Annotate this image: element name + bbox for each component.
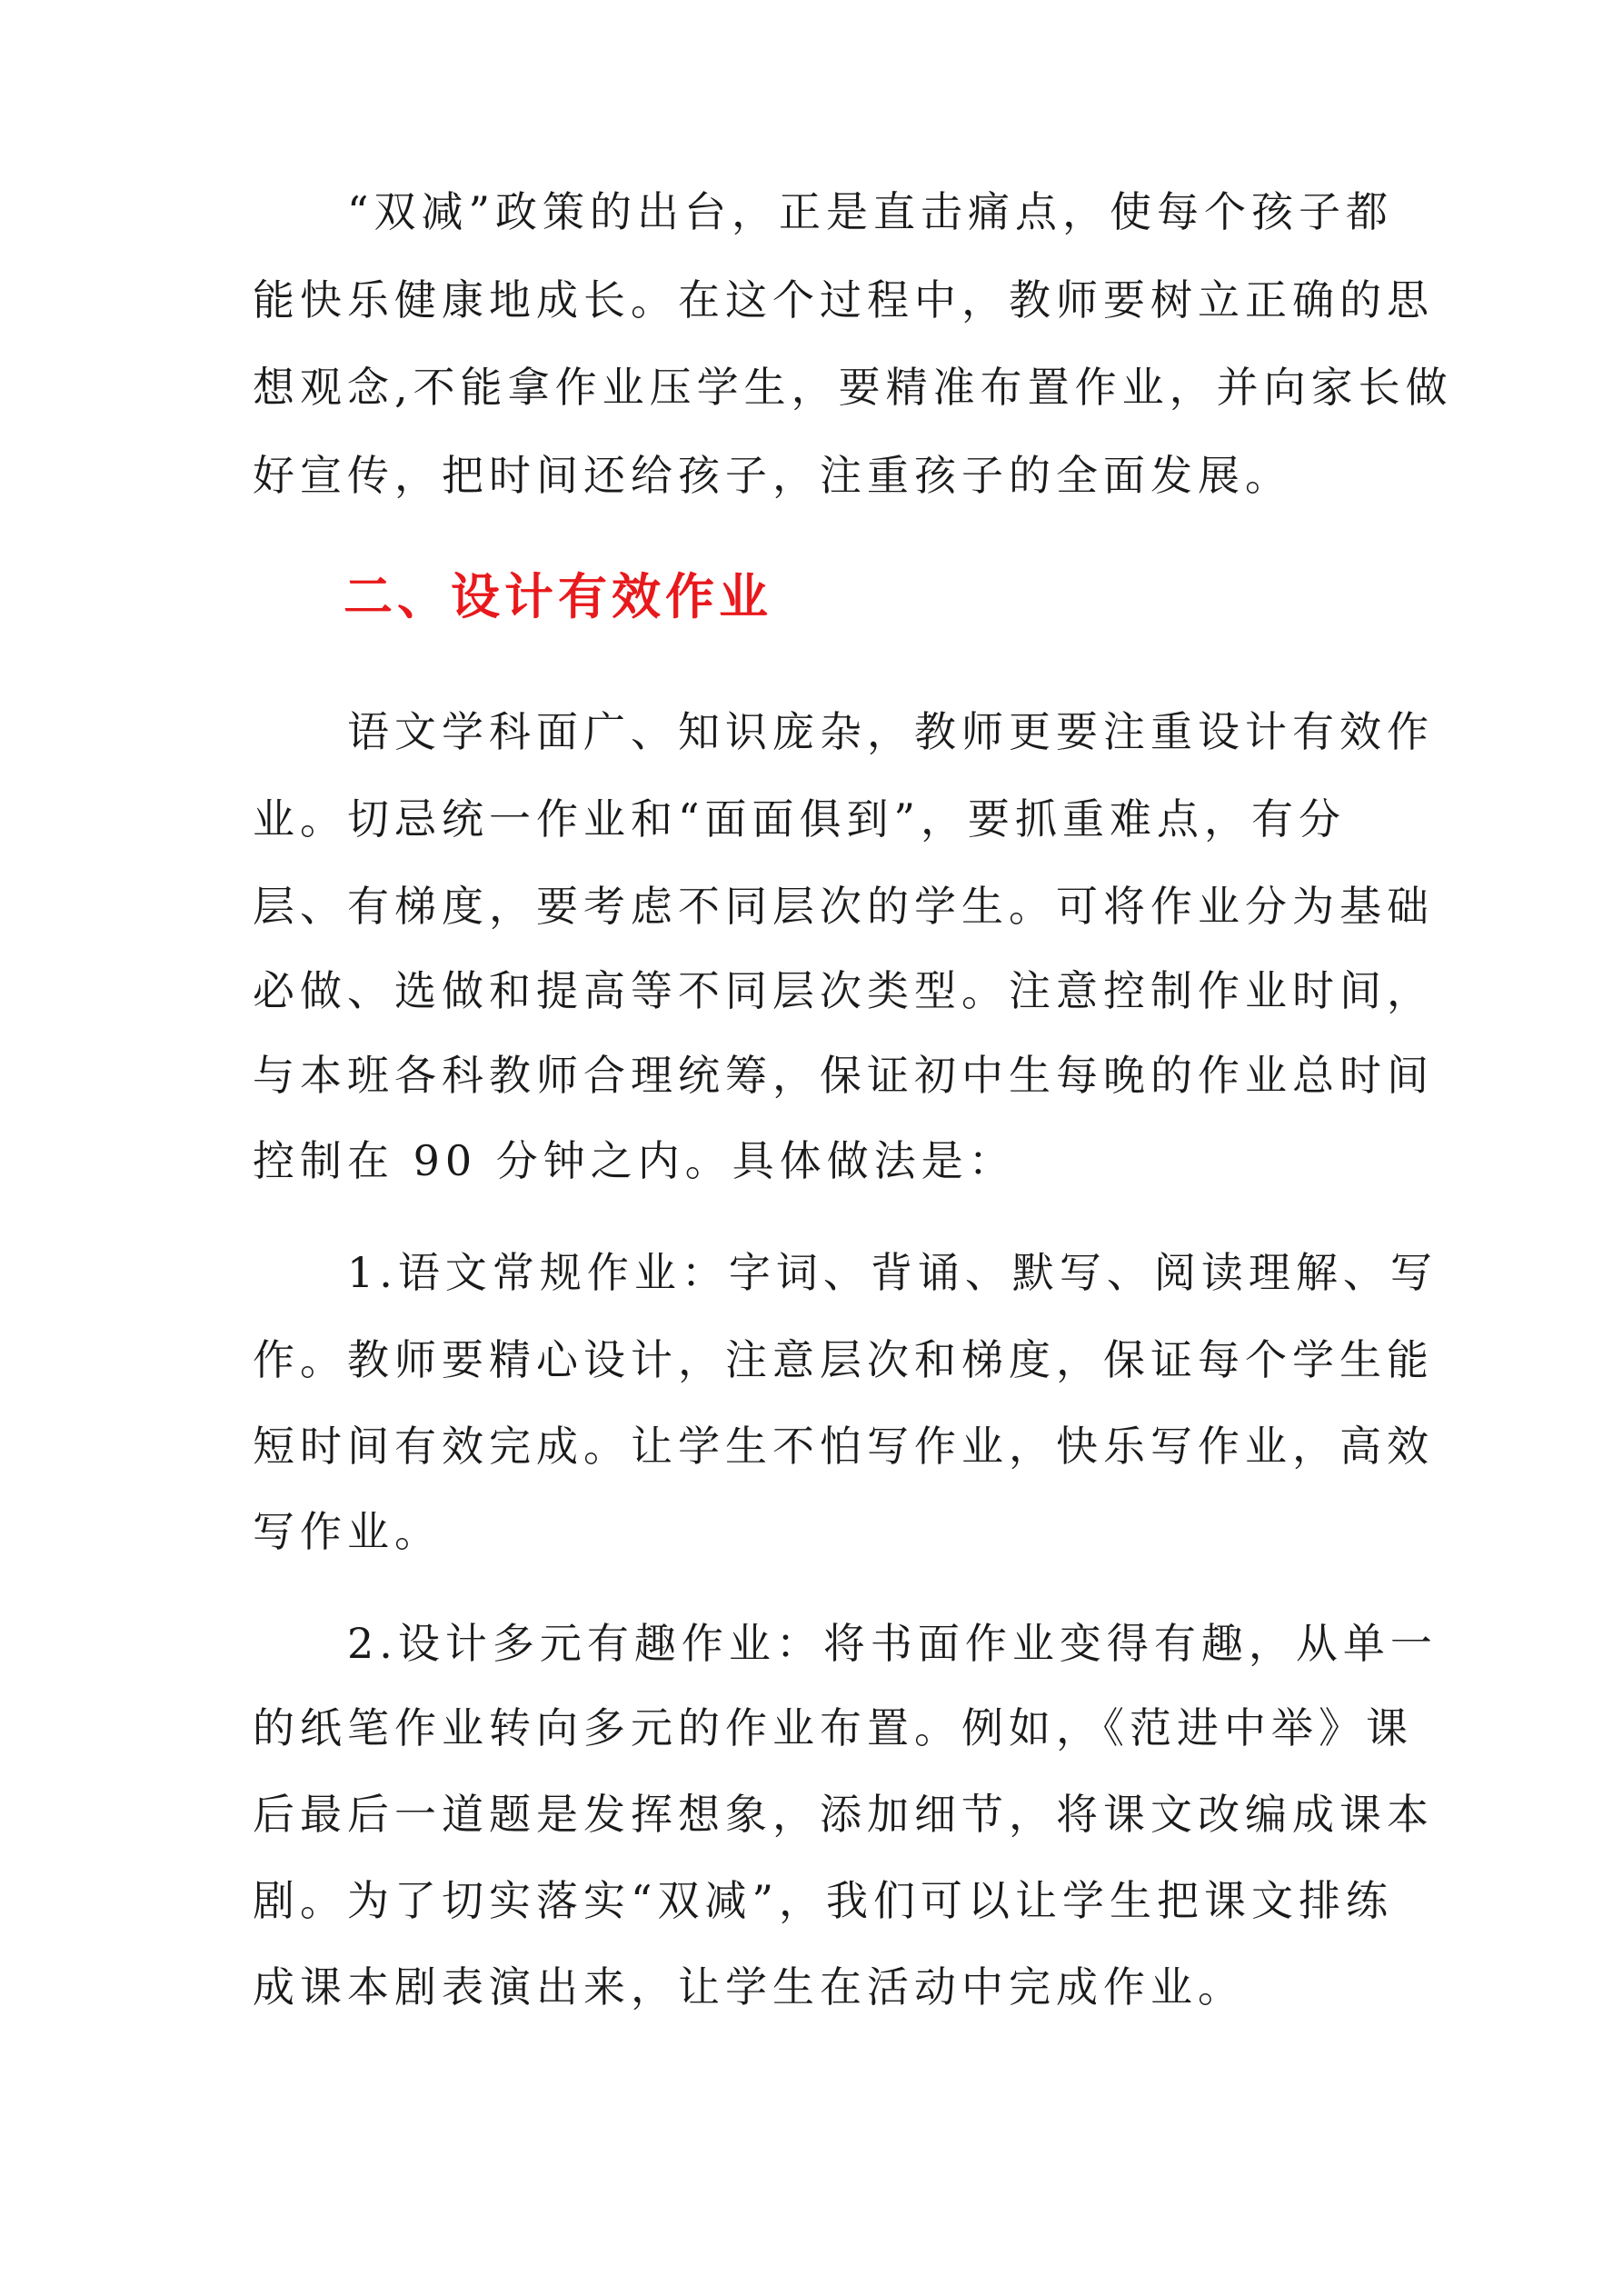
text-line: 作。教师要精心设计，注意层次和梯度，保证每个学生能 [253,1335,1434,1384]
text-line: 必做、选做和提高等不同层次类型。注意控制作业时间， [253,966,1434,1015]
text-line: 成课本剧表演出来，让学生在活动中完成作业。 [253,1962,1245,2011]
text-line: 1.语文常规作业：字词、背诵、默写、阅读理解、写 [253,1248,1438,1297]
text-line: 想观念,不能拿作业压学生，要精准布置作业，并向家长做 [253,363,1453,412]
text-line: “双减”政策的出台，正是直击痛点，使每个孩子都 [253,187,1394,236]
text-line: 短时间有效完成。让学生不怕写作业，快乐写作业，高效 [253,1422,1434,1471]
text-line: 剧。为了切实落实“双减”，我们可以让学生把课文排练 [253,1876,1394,1925]
section-heading: 二、设计有效作业 [344,567,772,625]
text-line: 好宣传，把时间还给孩子，注重孩子的全面发展。 [253,451,1292,500]
text-line: 的纸笔作业转向多元的作业布置。例如，《范进中举》课 [253,1703,1413,1752]
text-line: 写作业。 [253,1507,442,1556]
text-line: 控制在 90 分钟之内。具体做法是： [253,1136,1016,1185]
text-line: 能快乐健康地成长。在这个过程中，教师要树立正确的思 [253,275,1434,324]
text-line: 层、有梯度，要考虑不同层次的学生。可将作业分为基础 [253,882,1434,931]
text-line: 与本班各科教师合理统筹，保证初中生每晚的作业总时间 [253,1051,1434,1100]
text-line: 业。切忌统一作业和“面面俱到”，要抓重难点，有分 [253,794,1347,844]
text-line: 语文学科面广、知识庞杂，教师更要注重设计有效作 [253,707,1434,756]
text-line: 2.设计多元有趣作业：将书面作业变得有趣，从单一 [253,1619,1438,1668]
text-line: 后最后一道题是发挥想象，添加细节，将课文改编成课本 [253,1790,1434,1839]
